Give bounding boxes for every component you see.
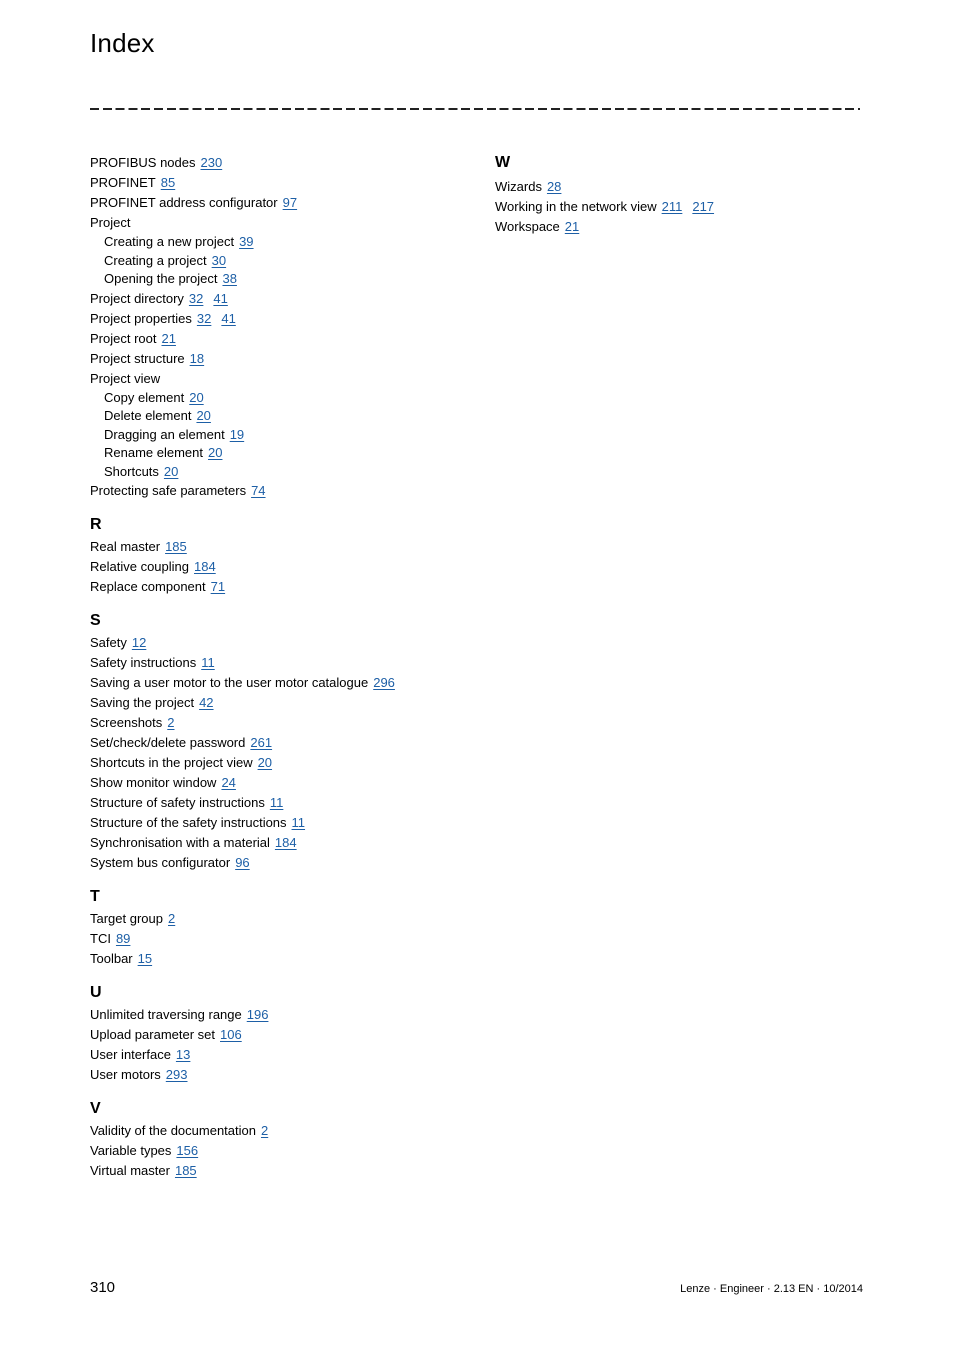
index-entry-label: Delete element <box>104 408 192 423</box>
index-entry <box>90 1161 490 1181</box>
index-column-right <box>495 153 865 237</box>
index-subentry <box>90 233 490 252</box>
index-entry-label: PROFINET address configurator <box>90 195 278 210</box>
index-entry-label: Safety <box>90 635 127 650</box>
index-entry-label: Replace component <box>90 579 206 594</box>
page-link[interactable]: 196 <box>246 1007 269 1022</box>
index-entry <box>90 773 490 793</box>
index-entry <box>90 213 490 233</box>
page-link[interactable]: 12 <box>131 635 147 650</box>
index-entry <box>90 929 490 949</box>
page-link[interactable]: 18 <box>189 350 205 366</box>
index-letter-w: W <box>495 154 511 171</box>
index-entry-label: Structure of safety instructions <box>90 795 265 810</box>
index-entry <box>90 481 490 501</box>
page-link[interactable]: 20 <box>163 463 179 479</box>
page-link[interactable]: 30 <box>211 252 227 268</box>
index-entry-label: Validity of the documentation <box>90 1123 256 1138</box>
index-entry-label: Set/check/delete password <box>90 735 246 750</box>
index-entry <box>90 537 490 557</box>
index-entry-label: Variable types <box>90 1143 172 1158</box>
index-entry <box>90 173 490 193</box>
index-entry <box>90 813 490 833</box>
index-entry-label: Virtual master <box>90 1163 170 1178</box>
index-entry-label: Creating a new project <box>104 234 235 249</box>
index-entry-label: System bus configurator <box>90 855 231 870</box>
index-entry-label: Opening the project <box>104 271 218 286</box>
index-entry <box>495 177 865 197</box>
page-link[interactable]: 19 <box>229 426 245 442</box>
index-entry <box>90 329 490 349</box>
index-letter-s: S <box>90 612 101 629</box>
page-link[interactable]: 2 <box>167 715 175 730</box>
page-link[interactable]: 261 <box>250 735 273 750</box>
index-entry-label: User motors <box>90 1067 161 1082</box>
index-entry-label: Workspace <box>495 219 560 234</box>
index-entry <box>90 949 490 969</box>
index-entry <box>90 153 490 173</box>
index-letter-t: T <box>90 888 100 905</box>
index-entry-label: Shortcuts <box>104 463 159 479</box>
page-link[interactable]: 21 <box>161 330 176 346</box>
index-entry <box>90 693 490 713</box>
page-link[interactable]: 28 <box>546 179 562 194</box>
index-entry-label: Relative coupling <box>90 559 190 574</box>
index-entry-label: Project root <box>90 330 157 346</box>
index-entry-label: Project properties <box>90 310 192 326</box>
index-subentry <box>90 463 490 482</box>
index-entry <box>90 1025 490 1045</box>
index-entry <box>90 349 490 369</box>
page-link[interactable]: 24 <box>221 775 236 790</box>
index-subentry <box>90 389 490 408</box>
page-link[interactable]: 20 <box>208 445 223 460</box>
page-link[interactable]: 21 <box>564 219 580 234</box>
page-link[interactable]: 293 <box>165 1067 188 1082</box>
index-entry <box>90 369 490 389</box>
page-link[interactable]: 217 <box>692 199 715 214</box>
page-link[interactable]: 11 <box>269 795 284 810</box>
index-entry-label: Unlimited traversing range <box>90 1007 242 1022</box>
index-entry <box>90 713 490 733</box>
page-link[interactable]: 185 <box>165 539 187 554</box>
index-entry <box>495 217 865 237</box>
index-entry-label: Dragging an element <box>104 426 225 442</box>
page-link[interactable]: 89 <box>115 931 131 946</box>
index-entry <box>90 1065 490 1085</box>
index-entry <box>90 733 490 753</box>
index-entry <box>90 853 490 873</box>
index-entry-label: User interface <box>90 1047 171 1062</box>
index-entry <box>90 289 490 309</box>
index-entry-label: Creating a project <box>104 252 207 268</box>
page-link[interactable]: 74 <box>251 483 266 498</box>
page-link[interactable]: 97 <box>282 195 298 210</box>
index-entry <box>90 833 490 853</box>
index-letter-u: U <box>90 984 102 1001</box>
index-entry-label: Rename element <box>104 445 203 460</box>
page-link[interactable]: 15 <box>137 951 153 966</box>
page-link[interactable]: 41 <box>213 290 228 306</box>
page-link[interactable]: 96 <box>235 855 250 870</box>
page-link[interactable]: 296 <box>373 675 395 690</box>
index-letter-v: V <box>90 1100 101 1117</box>
index-subentry <box>90 444 490 463</box>
index-subentry <box>90 270 490 289</box>
footer-publication-info: Lenze · Engineer · 2.13 EN · 10/2014 <box>680 1283 863 1295</box>
index-entry <box>90 793 490 813</box>
index-entry <box>90 753 490 773</box>
index-entry-label: Protecting safe parameters <box>90 483 247 498</box>
index-entry-label: Shortcuts in the project view <box>90 755 253 770</box>
page-link[interactable]: 32 <box>188 290 204 306</box>
index-entry-label: Wizards <box>495 179 542 194</box>
index-entry-label: Copy element <box>104 389 185 405</box>
page-link[interactable]: 2 <box>168 911 176 926</box>
page-link[interactable]: 85 <box>160 175 176 190</box>
index-entry <box>90 1005 490 1025</box>
page-link[interactable]: 42 <box>199 695 214 710</box>
index-entry-label: Safety instructions <box>90 655 197 670</box>
index-entry <box>90 1121 490 1141</box>
index-entry-label: Show monitor window <box>90 775 217 790</box>
page-link[interactable]: 156 <box>176 1143 199 1158</box>
page-link[interactable]: 38 <box>222 271 237 286</box>
index-entry-label: Project <box>90 215 131 230</box>
page-link[interactable]: 184 <box>274 835 297 850</box>
index-entry-label: Saving the project <box>90 695 195 710</box>
index-entry-label: Upload parameter set <box>90 1027 216 1042</box>
index-subentry <box>90 426 490 445</box>
page-link[interactable]: 11 <box>201 655 215 670</box>
page-link[interactable]: 20 <box>196 408 211 423</box>
page-link[interactable]: 211 <box>661 199 683 214</box>
page-link[interactable]: 41 <box>221 310 236 326</box>
index-entry-label: PROFIBUS nodes <box>90 155 196 170</box>
header-dashed-rule <box>90 108 860 110</box>
page-link[interactable]: 11 <box>291 815 306 830</box>
index-entry-label: PROFINET <box>90 175 156 190</box>
page-link[interactable]: 32 <box>196 310 212 326</box>
page-link[interactable]: 39 <box>239 234 254 249</box>
index-entry-label: Working in the network view <box>495 199 657 214</box>
page-title: Index <box>90 28 155 58</box>
page-link[interactable]: 185 <box>174 1163 197 1178</box>
footer-page-number: 310 <box>90 1279 116 1296</box>
page-link[interactable]: 106 <box>220 1027 242 1042</box>
index-entry-label: Screenshots <box>90 715 163 730</box>
index-entry <box>90 557 490 577</box>
index-entry-label: Real master <box>90 539 161 554</box>
index-entry <box>495 197 865 217</box>
index-entry <box>90 577 490 597</box>
index-entry-label: Synchronisation with a material <box>90 835 270 850</box>
page-link[interactable]: 230 <box>200 155 223 170</box>
index-subentry <box>90 252 490 271</box>
index-entry <box>90 1045 490 1065</box>
index-entry <box>90 633 490 653</box>
index-entry-label: Target group <box>90 911 163 926</box>
index-entry <box>90 193 490 213</box>
page-link[interactable]: 2 <box>260 1123 269 1138</box>
index-column-left <box>90 153 490 1181</box>
index-entry-label: Toolbar <box>90 951 133 966</box>
index-letter-r: R <box>90 516 102 533</box>
page-link[interactable]: 20 <box>189 389 204 405</box>
index-entry <box>90 309 490 329</box>
index-subentry <box>90 407 490 426</box>
index-entry-label: Saving a user motor to the user motor catalogue <box>90 675 369 690</box>
index-entry <box>90 1141 490 1161</box>
index-entry <box>90 909 490 929</box>
page-link[interactable]: 20 <box>257 755 273 770</box>
index-entry-label: Project view <box>90 370 161 386</box>
index-entry <box>90 653 490 673</box>
index-entry-label: Project directory <box>90 290 184 306</box>
page-link[interactable]: 184 <box>194 559 216 574</box>
index-entry <box>90 673 490 693</box>
page-link[interactable]: 13 <box>175 1047 191 1062</box>
index-entry-label: Project structure <box>90 350 185 366</box>
page-link[interactable]: 71 <box>210 579 226 594</box>
index-entry-label: TCI <box>90 931 111 946</box>
index-entry-label: Structure of the safety instructions <box>90 815 287 830</box>
